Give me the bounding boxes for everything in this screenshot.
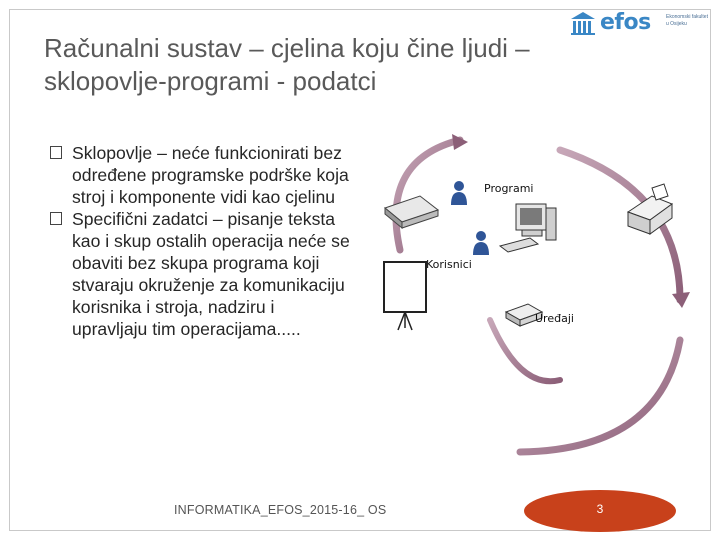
bullet-box-icon	[50, 146, 62, 159]
cycle-arrow-bottom	[520, 340, 680, 452]
computer-icon	[500, 204, 556, 252]
projector-screen-icon	[384, 262, 426, 330]
logo-subtitle-line1: Ekonomski fakultet	[666, 14, 708, 20]
computer-system-diagram	[360, 130, 705, 460]
bullet-box-icon	[50, 212, 62, 225]
bullet-text: Specifični zadatci – pisanje teksta kao i skup ostalih operacija neće se obaviti bez skupa programa koji stvaraju okruženje za komunikaciju korisnika i stroja, nadziru i upravljaju tim operacijama.....	[72, 209, 350, 339]
bullet-item	[50, 208, 350, 340]
label-korisnici: Korisnici	[426, 258, 472, 271]
slide-footer: INFORMATIKA_EFOS_2015-16_ OS	[174, 503, 387, 517]
logo-subtitle	[666, 14, 710, 28]
page-number: 3	[596, 502, 604, 516]
logo-wordmark: efos	[600, 10, 651, 35]
user-icon	[473, 231, 489, 255]
cycle-arrow-inner	[490, 320, 560, 381]
label-uredaji: Uređaji	[535, 312, 574, 325]
logo-subtitle-line2: u Osijeku	[666, 21, 687, 27]
slide-title: Računalni sustav – cjelina koju čine ljudi – sklopovlje-programi - podatci	[44, 33, 530, 96]
bullet-text: Sklopovlje – neće funkcionirati bez određene programske podrške koja stroj i komponente vidi kao cjelinu	[72, 143, 349, 207]
user-icon	[451, 181, 467, 205]
bullet-list	[50, 142, 350, 340]
arrowhead-right	[672, 292, 690, 308]
bullet-item	[50, 142, 350, 208]
arrowhead-top	[452, 134, 468, 150]
cycle-arrow-top	[396, 140, 460, 250]
label-programi: Programi	[484, 182, 534, 195]
